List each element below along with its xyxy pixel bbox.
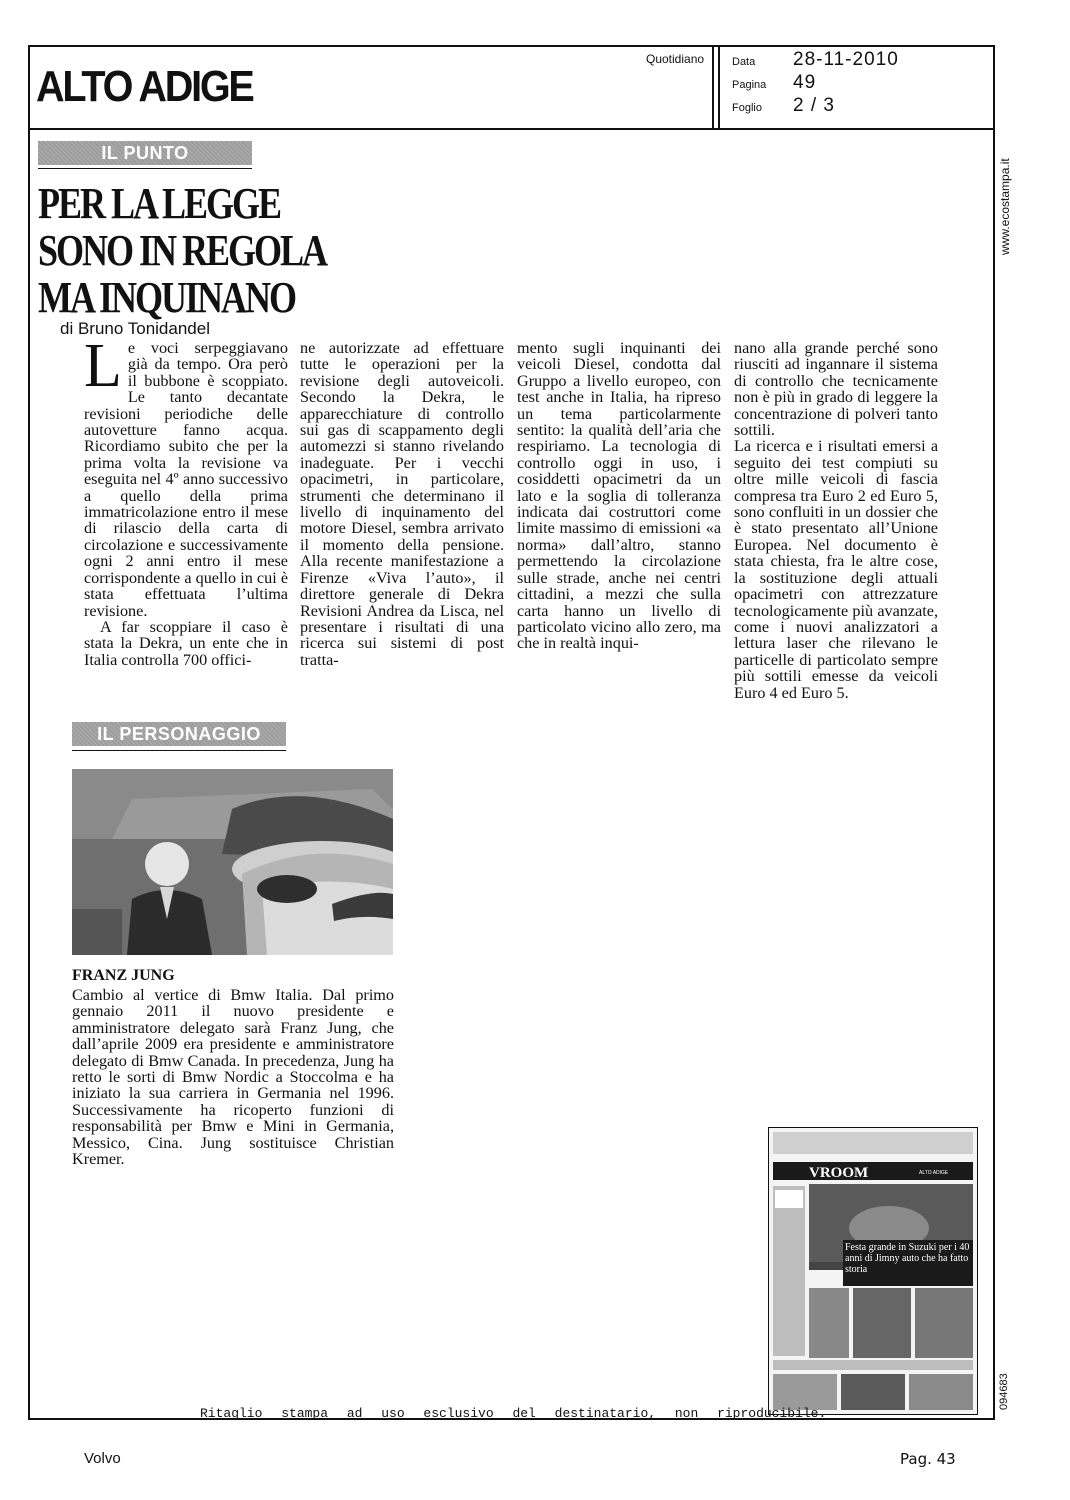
paragraph: Cambio al vertice di Bmw Italia. Dal primo gennaio 2011 il nuovo presidente e amministratore delegato sarà Franz Jung, che dall’aprile 2009 era presidente e amministratore delegato di Bmw Canada. In precedenza, Jung ha retto le sorti di Bmw Nordic a Stoccolma e ha iniziato la sua carriera in Germania nel 1996. Successivamente ha ricoperto funzioni di responsabilità per Bmw e Mini in Germania, Messico, Cina. Jung sostituisce Christian Kremer.: [72, 986, 394, 1169]
kicker-rule: [72, 750, 286, 751]
header-divider: [718, 45, 720, 130]
paragraph: e voci serpeggiavano già da tempo. Ora però il bubbone è scoppiato. Le tanto decantate revisioni periodiche delle autovetture fanno acqua. Ricordiamo subito che per la prima volta la revisione va eseguita nel 4º anno successivo a quello della prima immatricolazione entro il mese di rilascio della carta di circolazione e successivamente ogni 2 anni entro il mese corrispondente a quello in cui è stata effettuata l’ultima revisione.: [84, 339, 288, 620]
publication-type: Quotidiano: [646, 52, 705, 66]
clipping-code: 094683: [998, 1373, 1010, 1410]
kicker-il-personaggio: IL PERSONAGGIO: [72, 722, 286, 746]
ecostampa-url: www.ecostampa.it: [998, 158, 1012, 255]
meta-label-sheet: Foglio: [732, 102, 762, 114]
paragraph: La ricerca e i risultati emersi a seguito dei test compiuti su oltre mille veicoli di fascia compresa tra Euro 2 ed Euro 5, sono confluiti in un dossier che è stato presentato all’Unione Europea. Nel documento è stata chiesta, fra le altre cose, la sostituzione degli attuali opacimetri con attrezzature tecnologicamente più avanzate, come i nuovi analizzatori a lettura laser che rilevano le particelle di particolato sempre più sottili emesse da veicoli Euro 4 ed Euro 5.: [734, 437, 938, 702]
thumbnail-logo: VROOM: [809, 1165, 869, 1181]
meta-label-page: Pagina: [732, 79, 767, 91]
kicker-il-punto: IL PUNTO: [38, 141, 252, 165]
page-number: Pag. 43: [900, 1450, 956, 1468]
paragraph: A far scoppiare il caso è stata la Dekra, un ente che in Italia controlla 700 offici-: [84, 617, 288, 669]
byline: di Bruno Tonidandel: [60, 319, 210, 338]
thumbnail-image: [769, 1128, 977, 1414]
article-column-1: [84, 332, 288, 669]
meta-value-date: 28-11-2010: [793, 49, 899, 70]
kicker-rule: [38, 168, 252, 169]
paragraph: nano alla grande perché sono riusciti ad ingannare il sistema di controllo che tecnicamente non è più in grado di leggere la concentrazione di polveri tanto sottili.: [734, 339, 938, 440]
meta-value-page: 49: [793, 72, 817, 93]
header-divider: [712, 45, 714, 130]
paragraph: mento sugli inquinanti dei veicoli Diesel, condotta dal Gruppo a livello europeo, con test anche in Italia, ha ripreso un tema particolarmente sentito: la qualità dell’aria che respiriamo. La tecnologia di controllo oggi in uso, i cosiddetti opacimetri da un lato e la soglia di tolleranza indicata dai costruttori come limite massimo di emissioni «a norma» dall’altro, stanno permettendo la circolazione sulle strade, anche nei centri cittadini, a mezzi che sulla carta hanno un livello di particolato vicino allo zero, ma che in realtà inqui-: [517, 339, 721, 653]
article-headline: [38, 180, 378, 321]
personaggio-name: FRANZ JUNG: [72, 967, 175, 984]
article-column-3: [517, 340, 721, 652]
photo-image: [72, 769, 393, 955]
headline-line: PER LA LEGGE: [38, 179, 281, 228]
meta-value-sheet: 2 / 3: [793, 95, 835, 116]
paragraph: ne autorizzate ad effettuare tutte le operazioni per la revisione degli autoveicoli. Secondo la Dekra, le apparecchiature di controllo sui gas di scappamento degli automezzi si stanno rivelando inadeguate. Per i vecchi opacimetri, in particolare, strumenti che determinano il livello di inquinamento del motore Diesel, sembra arrivato il momento della pensione. Alla recente manifestazione a Firenze «Viva l’auto», il direttore generale di Dekra Revisioni Andrea da Lisca, nel presentare i risultati di una ricerca sui sistemi di post tratta-: [300, 339, 504, 669]
thumbnail-headline: Festa grande in Suzuki per i 40 anni di Jimny auto che ha fatto storia: [845, 1242, 970, 1275]
disclaimer: Ritaglio stampa ad uso esclusivo del destinatario, non riproducibile.: [200, 1406, 827, 1421]
page-thumbnail: [768, 1127, 978, 1415]
headline-line: SONO IN REGOLA: [38, 226, 327, 275]
personaggio-text: [72, 987, 394, 1167]
dropcap: L: [84, 332, 122, 400]
article-column-2: [300, 340, 504, 668]
thumbnail-masthead: ALTO ADIGE: [919, 1170, 949, 1176]
photo-franz-jung: [72, 769, 393, 955]
vertical-code: [995, 1365, 1015, 1410]
vertical-url: [995, 145, 1015, 255]
meta-label-date: Data: [732, 56, 756, 68]
client-name: Volvo: [84, 1450, 121, 1467]
article-column-4: [734, 340, 938, 701]
headline-line: MA INQUINANO: [38, 273, 296, 322]
masthead: ALTO ADIGE: [36, 62, 253, 111]
